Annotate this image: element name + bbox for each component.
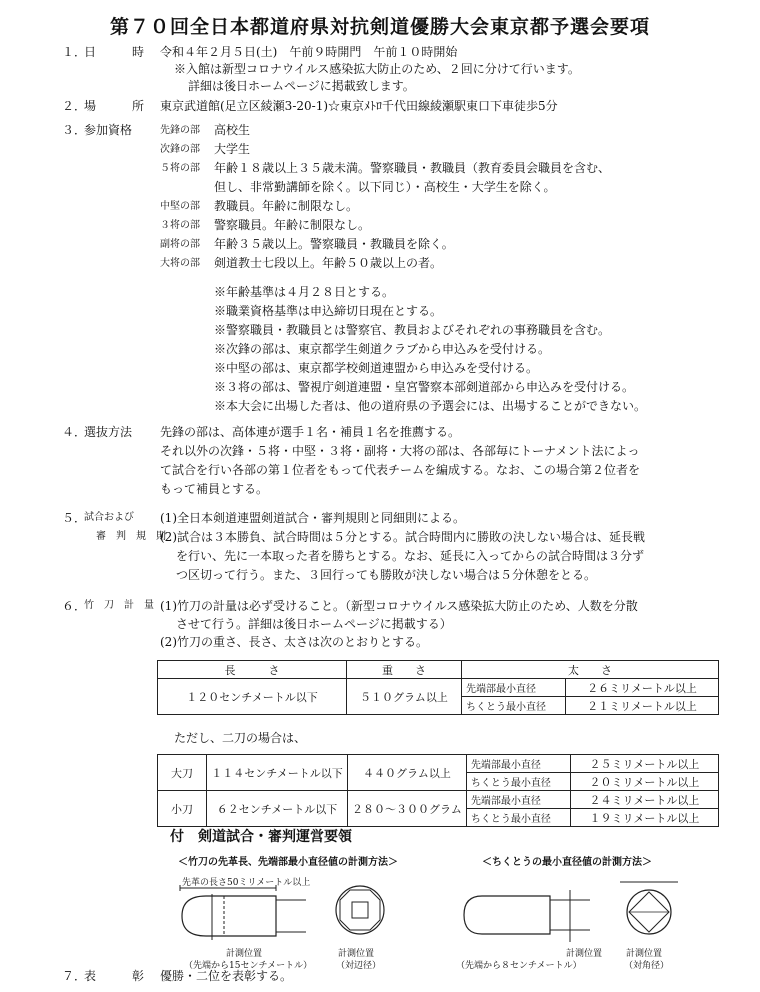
section-5-label: 試合および — [84, 512, 134, 523]
position-label: 中堅の部 — [160, 201, 200, 212]
diameter-label: ちくとう最小直径 — [462, 697, 566, 715]
note-line: ※職業資格基準は申込締切日現在とする。 — [214, 304, 443, 318]
section-5-line: を行い、先に一本取った者を勝ちとする。なお、延長に入ってからの試合時間は３分ず — [176, 549, 645, 563]
section-2-line: 東京武道館(足立区綾瀬3-20-1)☆東京ﾒﾄﾛ千代田線綾瀬駅東口下車徒歩5分 — [160, 99, 558, 113]
weight-cell: ２８０～３００グラム — [348, 791, 467, 827]
diameter-value: １９ミリメートル以上 — [570, 809, 718, 827]
diagram-1-position-note: （先端から15センチメートル） — [184, 961, 313, 971]
table-header: 長 さ — [158, 661, 347, 679]
position-label: ５将の部 — [160, 163, 200, 174]
diagram-2-position-note: （先端から８センチメートル） — [456, 961, 582, 971]
section-5-line: (2)試合は３本勝負、試合時間は５分とする。試合時間内に勝敗の決しない場合は、延長戦 — [160, 530, 646, 544]
shinai-cross-section-octagon — [330, 880, 390, 940]
section-4-number: ４． — [62, 425, 87, 439]
diagram-2-cross-label: 計測位置 — [626, 949, 663, 959]
diameter-label: 先端部最小直径 — [466, 755, 570, 773]
position-label: 次鋒の部 — [160, 144, 200, 155]
section-4-line: 先鋒の部は、高体連が選手１名・補員１名を推薦する。 — [160, 425, 461, 439]
note-line: ※本大会に出場した者は、他の道府県の予選会には、出場することができない。 — [214, 399, 647, 413]
diameter-label: ちくとう最小直径 — [466, 773, 570, 791]
position-label: 大将の部 — [160, 258, 200, 269]
section-6-label: 竹 刀 計 量 — [84, 600, 154, 611]
position-text: 教職員。年齢に制限なし。 — [214, 199, 359, 213]
section-1-line: ※入館は新型コロナウイルス感染拡大防止のため、２回に分けて行います。 — [174, 62, 580, 76]
section-5-line: (1)全日本剣道連盟剣道試合・審判規則と同細則による。 — [160, 511, 466, 525]
weight-cell: ４４０グラム以上 — [348, 755, 467, 791]
diameter-value: ２０ミリメートル以上 — [570, 773, 718, 791]
note-line: ※３将の部は、警視庁剣道連盟・皇宮警察本部剣道部から申込みを受付ける。 — [214, 380, 635, 394]
diagram-2-caption: ＜ちくとうの最小直径値の計測方法＞ — [482, 857, 652, 868]
shinai-spec-table — [157, 660, 719, 715]
section-6-line: (1)竹刀の計量は必ず受けること。（新型コロナウイルス感染拡大防止のため、人数を分散 — [160, 599, 638, 613]
section-7-number: ７． — [62, 969, 87, 983]
length-cell: ６２センチメートル以下 — [207, 791, 348, 827]
diameter-value: ２５ミリメートル以上 — [570, 755, 718, 773]
diameter-value: ２６ミリメートル以上 — [566, 679, 719, 697]
note-line: ※中堅の部は、東京都学校剣道連盟から申込みを受付ける。 — [214, 361, 539, 375]
note-line: ※年齢基準は４月２８日とする。 — [214, 285, 395, 299]
diagram-2-cross-note: （対角径） — [624, 961, 670, 971]
diagram-1-cross-note: （対辺径） — [336, 961, 382, 971]
section-7-label: 表 彰 — [84, 969, 145, 983]
position-text: 年齢１８歳以上３５歳未満。警察職員・教職員（教育委員会職員を含む、 — [214, 161, 611, 175]
note-line: ※次鋒の部は、東京都学生剣道クラブから申込みを受付ける。 — [214, 342, 551, 356]
section-3-label: 参加資格 — [84, 123, 133, 137]
tsuka-diagram — [460, 884, 600, 944]
nito-spec-table — [157, 754, 719, 827]
section-4-line: もって補員とする。 — [160, 482, 269, 496]
position-label: 副将の部 — [160, 239, 200, 250]
section-6-number: ６． — [62, 599, 87, 613]
section-5-line: つ区切って行う。また、３回行っても勝敗が決しない場合は５分休憩をとる。 — [176, 568, 597, 582]
diagram-1-dim-label: 先革の長さ50ミリメートル以上 — [182, 878, 311, 888]
section-4-line: て試合を行い各部の第１位者をもって代表チームを編成する。なお、この場合第２位者を — [160, 463, 641, 477]
sword-name: 小刀 — [158, 791, 207, 827]
table-header: 重 さ — [347, 661, 462, 679]
section-4-line: それ以外の次鋒・５将・中堅・３将・副将・大将の部は、各部毎にトーナメント法によっ — [160, 444, 640, 458]
section-2-label: 場 所 — [84, 99, 145, 113]
diameter-value: ２４ミリメートル以上 — [570, 791, 718, 809]
length-cell: １１４センチメートル以下 — [207, 755, 348, 791]
nito-note: ただし、二刀の場合は、 — [174, 731, 307, 745]
section-7-line: 優勝・二位を表彰する。 — [160, 969, 293, 983]
section-5-number: ５． — [62, 511, 87, 525]
section-3-number: ３． — [62, 123, 87, 137]
diagram-1-caption: ＜竹刀の先革長、先端部最小直径値の計測方法＞ — [178, 857, 398, 868]
section-1-label: 日 時 — [84, 45, 145, 59]
position-text: 高校生 — [214, 123, 251, 137]
page-title: 第７０回全日本都道府県対抗剣道優勝大会東京都予選会要項 — [109, 16, 650, 38]
section-1-number: １． — [62, 45, 87, 59]
weight-cell: ５１０グラム以上 — [347, 679, 462, 715]
shinai-tip-diagram — [176, 884, 356, 944]
position-text: 大学生 — [214, 142, 251, 156]
diameter-label: ちくとう最小直径 — [466, 809, 570, 827]
section-5-label: 審 判 規 則 — [96, 531, 166, 542]
position-text: 剣道教士七段以上。年齢５０歳以上の者。 — [214, 256, 443, 270]
position-text: 警察職員。年齢に制限なし。 — [214, 218, 371, 232]
section-1-line: 令和４年２月５日(土) 午前９時開門 午前１０時開始 — [160, 45, 458, 59]
tsuka-cross-section — [614, 878, 684, 942]
diagram-2-position-label: 計測位置 — [566, 949, 603, 959]
position-text: 年齢３５歳以上。警察職員・教職員を除く。 — [214, 237, 454, 251]
section-6-line: させて行う。詳細は後日ホームページに掲載する） — [176, 617, 452, 631]
position-label: ３将の部 — [160, 220, 200, 231]
appendix-title: 付 剣道試合・審判運営要領 — [170, 829, 352, 845]
section-6-line: (2)竹刀の重さ、長さ、太さは次のとおりとする。 — [160, 635, 429, 649]
section-2-number: ２． — [62, 99, 87, 113]
table-header: 太 さ — [462, 661, 719, 679]
diagram-1-position-label: 計測位置 — [226, 949, 263, 959]
diameter-label: 先端部最小直径 — [462, 679, 566, 697]
position-text: 但し、非常勤講師を除く。以下同じ）・高校生・大学生を除く。 — [214, 180, 556, 194]
section-4-label: 選抜方法 — [84, 425, 133, 439]
note-line: ※警察職員・教職員とは警察官、教員およびそれぞれの事務職員を含む。 — [214, 323, 611, 337]
diagram-1-cross-label: 計測位置 — [338, 949, 375, 959]
sword-name: 大刀 — [158, 755, 207, 791]
length-cell: １２０センチメートル以下 — [158, 679, 347, 715]
diameter-value: ２１ミリメートル以上 — [566, 697, 719, 715]
section-1-line: 詳細は後日ホームページに掲載致します。 — [188, 79, 415, 93]
position-label: 先鋒の部 — [160, 125, 200, 136]
diameter-label: 先端部最小直径 — [466, 791, 570, 809]
